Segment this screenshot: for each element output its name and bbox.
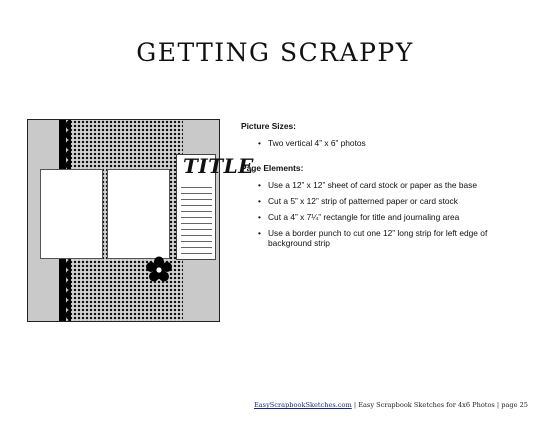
list-item: • Cut a 5” x 12” strip of patterned paper or card stock [268,196,531,207]
scrapbook-sketch [27,119,254,322]
list-item: • Use a 12” x 12” sheet of card stock or paper as the base [268,180,531,191]
footer-separator: | [351,401,359,409]
page-elements-list [241,180,531,250]
page-elements-heading: Page Elements: [241,162,304,173]
footer-separator: | [494,401,502,409]
page-number: page 25 [501,401,528,409]
footer [254,401,528,409]
flower-icon [144,255,174,285]
picture-sizes-list [241,138,531,149]
picture-sizes-heading: Picture Sizes: [241,121,296,131]
photo-placeholder-1 [40,169,103,259]
page-title: GETTING SCRAPPY [136,38,414,67]
journaling-lines [181,182,212,254]
site-link[interactable]: EasyScrapbookSketches.com [253,401,352,409]
list-item: • Cut a 4” x 7¼” rectangle for title and journaling area [268,212,531,223]
photo-placeholder-2 [107,169,170,259]
list-item: • Use a border punch to cut one 12” long strip for left edge of background strip [268,228,531,250]
list-item: • Two vertical 4” x 6” photos [268,138,531,149]
book-title: Easy Scrapbook Sketches for 4x6 Photos [358,401,495,409]
sketch-title-text: TITLE [183,154,254,178]
instructions [241,121,531,263]
